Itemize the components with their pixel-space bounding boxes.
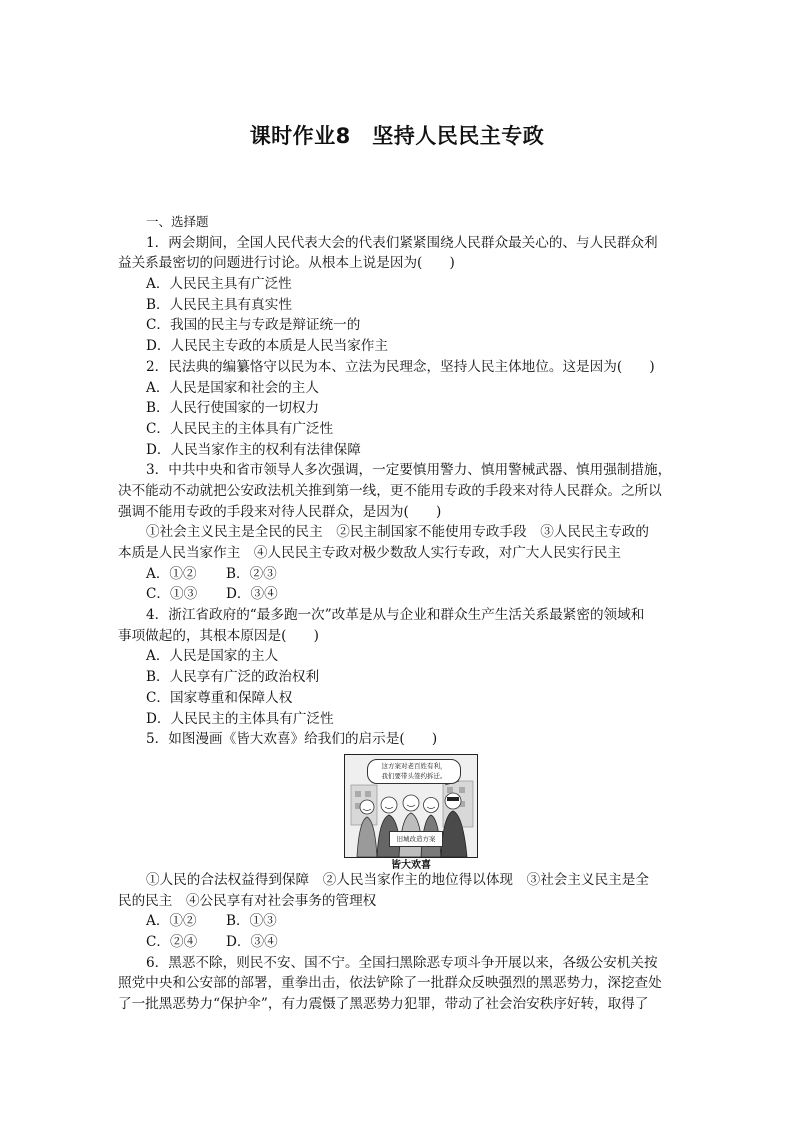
question-3-option-a: A．①② — [146, 565, 197, 582]
question-5-option-c: C．②④ — [146, 933, 198, 950]
question-5-items: 民的民主 ④公民享有对社会事务的管理权 — [118, 892, 377, 909]
speech-bubble — [367, 759, 461, 784]
question-3-options-row — [118, 584, 678, 605]
question-3-stem: 3．中共中央和省市领导人多次强调，一定要慎用警力、慎用警械武器、慎用强制措施， — [146, 462, 672, 479]
question-4-option-d: D．人民民主的主体具有广泛性 — [146, 710, 334, 727]
section-heading: 一、选择题 — [146, 214, 209, 229]
speech-bubble-line: 这方案对老百姓有利， — [381, 761, 447, 770]
question-4-option-b: B．人民享有广泛的政治权利 — [146, 669, 320, 686]
question-2-stem: 2．民法典的编纂恪守以民为本、立法为民理念，坚持人民主体地位。这是因为( ) — [146, 358, 655, 375]
question-3-items: 本质是人民当家作主 ④人民民主专政对极少数敌人实行专政，对广大人民实行民主 — [118, 545, 621, 561]
question-5-option-b: B．①③ — [226, 913, 277, 930]
question-3-items: ①社会主义民主是全民的民主 ②民主制国家不能使用专政手段 ③人民民主专政的 — [146, 524, 649, 541]
question-5-option-d: D．③④ — [226, 933, 278, 950]
question-1-stem: 益关系最密切的问题进行讨论。从根本上说是因为( ) — [118, 255, 455, 272]
question-4-option-c: C．国家尊重和保障人权 — [146, 689, 293, 706]
page-title: 课时作业8 坚持人民民主专政 — [249, 124, 545, 148]
question-1-option-c: C．我国的民主与专政是辩证统一的 — [146, 317, 361, 334]
question-5-options-row — [118, 911, 678, 932]
question-1-stem: 1．两会期间，全国人民代表大会的代表们紧紧围绕人民群众最关心的、与人民群众利 — [146, 234, 658, 251]
cartoon-image — [344, 754, 478, 858]
question-4-stem: 事项做起的，其根本原因是( ) — [118, 627, 319, 644]
question-1-option-a: A．人民民主具有广泛性 — [146, 276, 292, 293]
question-list — [118, 212, 678, 1015]
question-1-option-b: B．人民民主具有真实性 — [146, 296, 292, 313]
question-3-option-b: B．②③ — [226, 565, 277, 582]
question-6-stem: 了一批黑恶势力“保护伞”，有力震慑了黑恶势力犯罪，带动了社会治安秩序好转，取得了 — [118, 996, 649, 1012]
question-3-stem: 强调不能用专政的手段来对待人民群众，是因为( ) — [118, 503, 442, 520]
question-3-option-c: C．①③ — [146, 586, 198, 603]
question-5-items: ①人民的合法权益得到保障 ②人民当家作主的地位得以体现 ③社会主义民主是全 — [146, 871, 649, 888]
question-2-option-a: A．人民是国家和社会的主人 — [146, 379, 319, 396]
question-2-option-b: B．人民行使国家的一切权力 — [146, 400, 320, 417]
cartoon-caption: 皆大欢喜 — [391, 859, 431, 871]
question-6-stem: 6．黑恶不除，则民不安、国不宁。全国扫黑除恶专项斗争开展以来，各级公安机关按 — [146, 954, 658, 971]
question-3-option-d: D．③④ — [226, 586, 278, 603]
question-5-options-row — [118, 932, 678, 953]
question-3-options-row — [118, 564, 678, 585]
cartoon-figure — [118, 750, 678, 870]
speech-bubble-line: 我们要带头签约拆迁。 — [381, 771, 447, 780]
question-6-stem: 照党中央和公安部的部署，重拳出击，依法铲除了一批群众反映强烈的黑恶势力，深挖查处 — [118, 975, 662, 992]
question-4-stem: 4．浙江省政府的“最多跑一次”改革是从与企业和群众生产生活关系最紧密的领域和 — [146, 607, 645, 624]
question-3-stem: 决不能动不动就把公安政法机关推到第一线，更不能用专政的手段来对待人民群众。之所以 — [118, 482, 662, 499]
plan-sign: 旧城改造方案 — [389, 831, 443, 847]
question-2-option-d: D．人民当家作主的权利有法律保障 — [146, 441, 361, 458]
question-5-stem: 5．如图漫画《皆大欢喜》给我们的启示是( ) — [146, 731, 438, 748]
question-2-option-c: C．人民民主的主体具有广泛性 — [146, 420, 334, 437]
question-5-option-a: A．①② — [146, 913, 197, 930]
question-1-option-d: D．人民民主专政的本质是人民当家作主 — [146, 338, 388, 355]
question-4-option-a: A．人民是国家的主人 — [146, 648, 279, 665]
